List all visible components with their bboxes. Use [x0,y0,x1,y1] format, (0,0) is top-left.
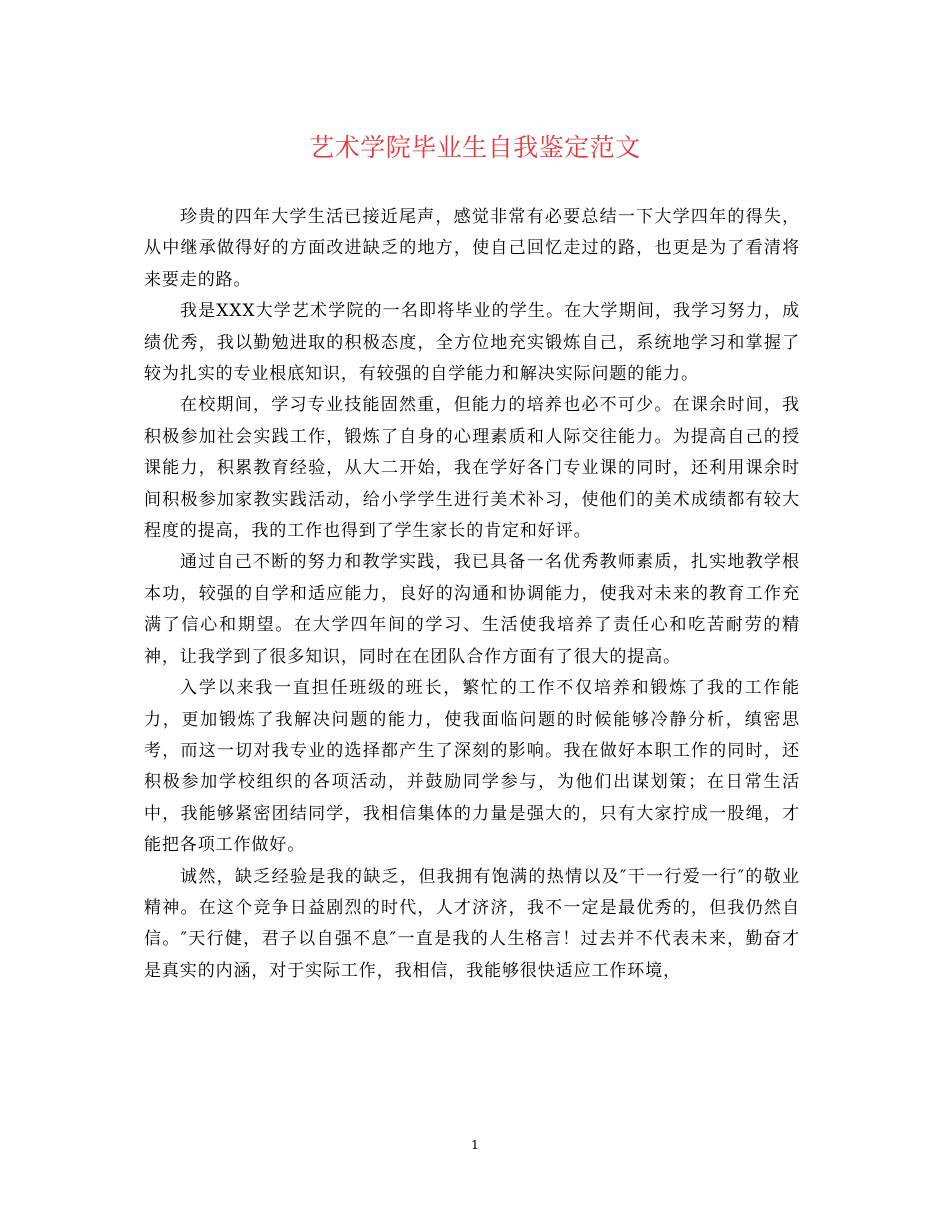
document-title: 艺术学院毕业生自我鉴定范文 [309,133,641,162]
paragraph-3: 在校期间，学习专业技能固然重，但能力的培养也必不可少。在课余时间，我积极参加社会实践工作，锻炼了自身的心理素质和人际交往能力。为提高自己的授课能力，积累教育经验，从大二开始，我在学好各门专业课的同时，还利用课余时间积极参加家教实践活动，给小学学生进行美术补习，使他们的美术成绩都有较大程度的提高，我的工作也得到了学生家长的肯定和好评。 [144,395,800,542]
paragraph-4: 通过自己不断的努力和教学实践，我已具备一名优秀教师素质，扎实地教学根本功，较强的自学和适应能力，良好的沟通和协调能力，使我对未来的教育工作充满了信心和期望。在大学四年间的学习、生活使我培养了责任心和吃苦耐劳的精神，让我学到了很多知识，同时在在团队合作方面有了很大的提高。 [144,552,800,667]
paragraph-2: 我是XXX大学艺术学院的一名即将毕业的学生。在大学期间，我学习努力，成绩优秀，我以勤勉进取的积极态度，全方位地充实锻炼自己，系统地学习和掌握了较为扎实的专业根底知识，有较强的自学能力和解决实际问题的能力。 [144,301,800,385]
page-number: 1 [471,1138,479,1152]
paragraph-1: 珍贵的四年大学生活已接近尾声，感觉非常有必要总结一下大学四年的得失，从中继承做得好的方面改进缺乏的地方，使自己回忆走过的路，也更是为了看清将来要走的路。 [144,207,800,290]
paragraph-6: 诚然，缺乏经验是我的缺乏，但我拥有饱满的热情以及″干一行爱一行″的敬业精神。在这个竞争日益剧烈的时代，人才济济，我不一定是最优秀的，但我仍然自信。″天行健，君子以自强不息″一直是我的人生格言！过去并不代表未来，勤奋才是真实的内涵，对于实际工作，我相信，我能够很快适应工作环境， [144,866,800,981]
paragraph-5: 入学以来我一直担任班级的班长，繁忙的工作不仅培养和锻炼了我的工作能力，更加锻炼了我解决问题的能力，使我面临问题的时候能够冷静分析，缜密思考，而这一切对我专业的选择都产生了深刻的影响。我在做好本职工作的同时，还积极参加学校组织的各项活动，并鼓励同学参与，为他们出谋划策；在日常生活中，我能够紧密团结同学，我相信集体的力量是强大的，只有大家拧成一股绳，才能把各项工作做好。 [144,678,800,856]
document-body [144,202,800,987]
